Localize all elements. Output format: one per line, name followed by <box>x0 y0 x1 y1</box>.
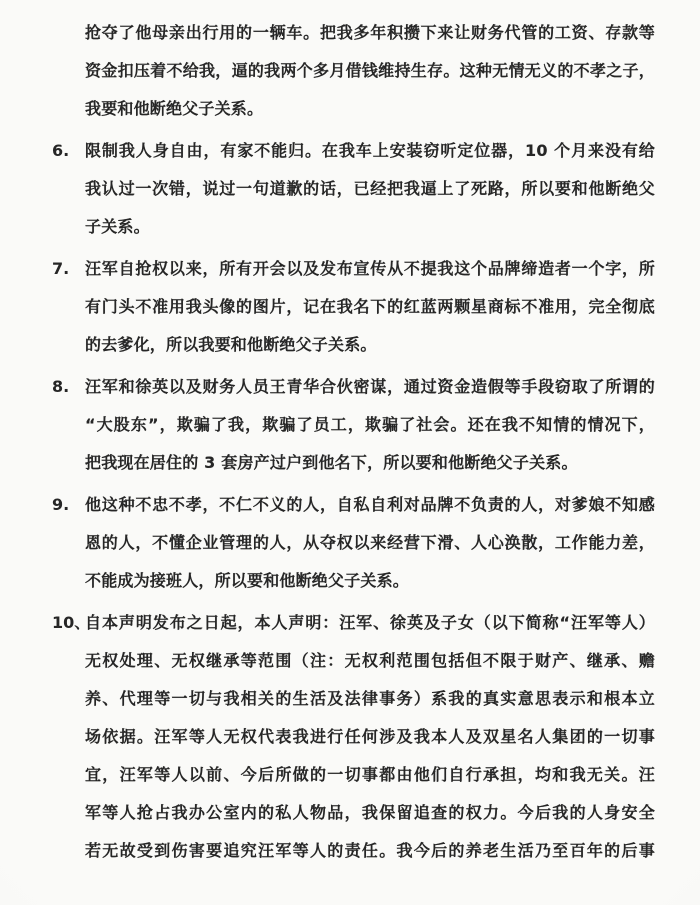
text-line: 把我现在居住的 3 套房产过户到他名下，所以要和他断绝父子关系。 <box>85 453 578 472</box>
item-number: 10、 <box>52 613 91 632</box>
list-item-9 <box>52 486 655 600</box>
text-line: 场依据。汪军等人无权代表我进行任何涉及我本人及双星名人集团的一切事 <box>85 727 655 746</box>
text-line: 汪军自抢权以来，所有开会以及发布宣传从不提我这个品牌缔造者一个字，所 <box>85 259 655 278</box>
item-text <box>85 604 655 870</box>
item-number: 6. <box>52 141 70 160</box>
item-text <box>85 368 655 482</box>
text-line: 汪军和徐英以及财务人员王青华合伙密谋，通过资金造假等手段窃取了所谓的 <box>85 377 655 396</box>
text-line: 宜，汪军等人以前、今后所做的一切事都由他们自行承担，均和我无关。汪 <box>85 765 655 784</box>
item-text <box>85 486 655 600</box>
text-line: 我要和他断绝父子关系。 <box>85 99 264 118</box>
text-line: 限制我人身自由，有家不能归。在我车上安装窃听定位器，10 个月来没有给 <box>85 141 655 160</box>
paragraph-continuation <box>52 14 655 128</box>
text-line: “大股东”，欺骗了我，欺骗了员工，欺骗了社会。还在我不知情的情况下， <box>85 415 655 434</box>
text-line: 不能成为接班人，所以要和他断绝父子关系。 <box>85 571 410 590</box>
text-line: 抢夺了他母亲出行用的一辆车。把我多年积攒下来让财务代管的工资、存款等 <box>85 23 655 42</box>
item-text <box>85 14 655 128</box>
item-number: 7. <box>52 259 70 278</box>
text-line: 自本声明发布之日起，本人声明：汪军、徐英及子女（以下简称“汪军等人） <box>85 613 655 632</box>
text-line: 若无故受到伤害要追究汪军等人的责任。我今后的养老生活乃至百年的后事 <box>85 841 655 860</box>
text-line: 军等人抢占我办公室内的私人物品，我保留追查的权力。今后我的人身安全 <box>85 803 655 822</box>
item-text <box>85 250 655 364</box>
text-line: 养、代理等一切与我相关的生活及法律事务）系我的真实意思表示和根本立 <box>85 689 655 708</box>
text-line: 我认过一次错，说过一句道歉的话，已经把我逼上了死路，所以要和他断绝父 <box>85 179 655 198</box>
item-number: 9. <box>52 495 70 514</box>
text-line: 恩的人，不懂企业管理的人，从夺权以来经营下滑、人心涣散，工作能力差， <box>85 533 655 552</box>
list-item-7 <box>52 250 655 364</box>
text-line: 资金扣压着不给我，逼的我两个多月借钱维持生存。这种无情无义的不孝之子， <box>85 61 655 80</box>
text-line: 他这种不忠不孝，不仁不义的人，自私自利对品牌不负责的人，对爹娘不知感 <box>85 495 655 514</box>
list-item-6 <box>52 132 655 246</box>
text-line: 无权处理、无权继承等范围（注：无权利范围包括但不限于财产、继承、赡 <box>85 651 655 670</box>
text-line: 的去爹化，所以我要和他断绝父子关系。 <box>85 335 377 354</box>
list-item-10 <box>52 604 655 870</box>
text-line: 子关系。 <box>85 217 150 236</box>
item-text <box>85 132 655 246</box>
list-item-8 <box>52 368 655 482</box>
item-number: 8. <box>52 377 70 396</box>
document-body <box>52 14 655 870</box>
text-line: 有门头不准用我头像的图片，记在我名下的红蓝两颗星商标不准用，完全彻底 <box>85 297 655 316</box>
